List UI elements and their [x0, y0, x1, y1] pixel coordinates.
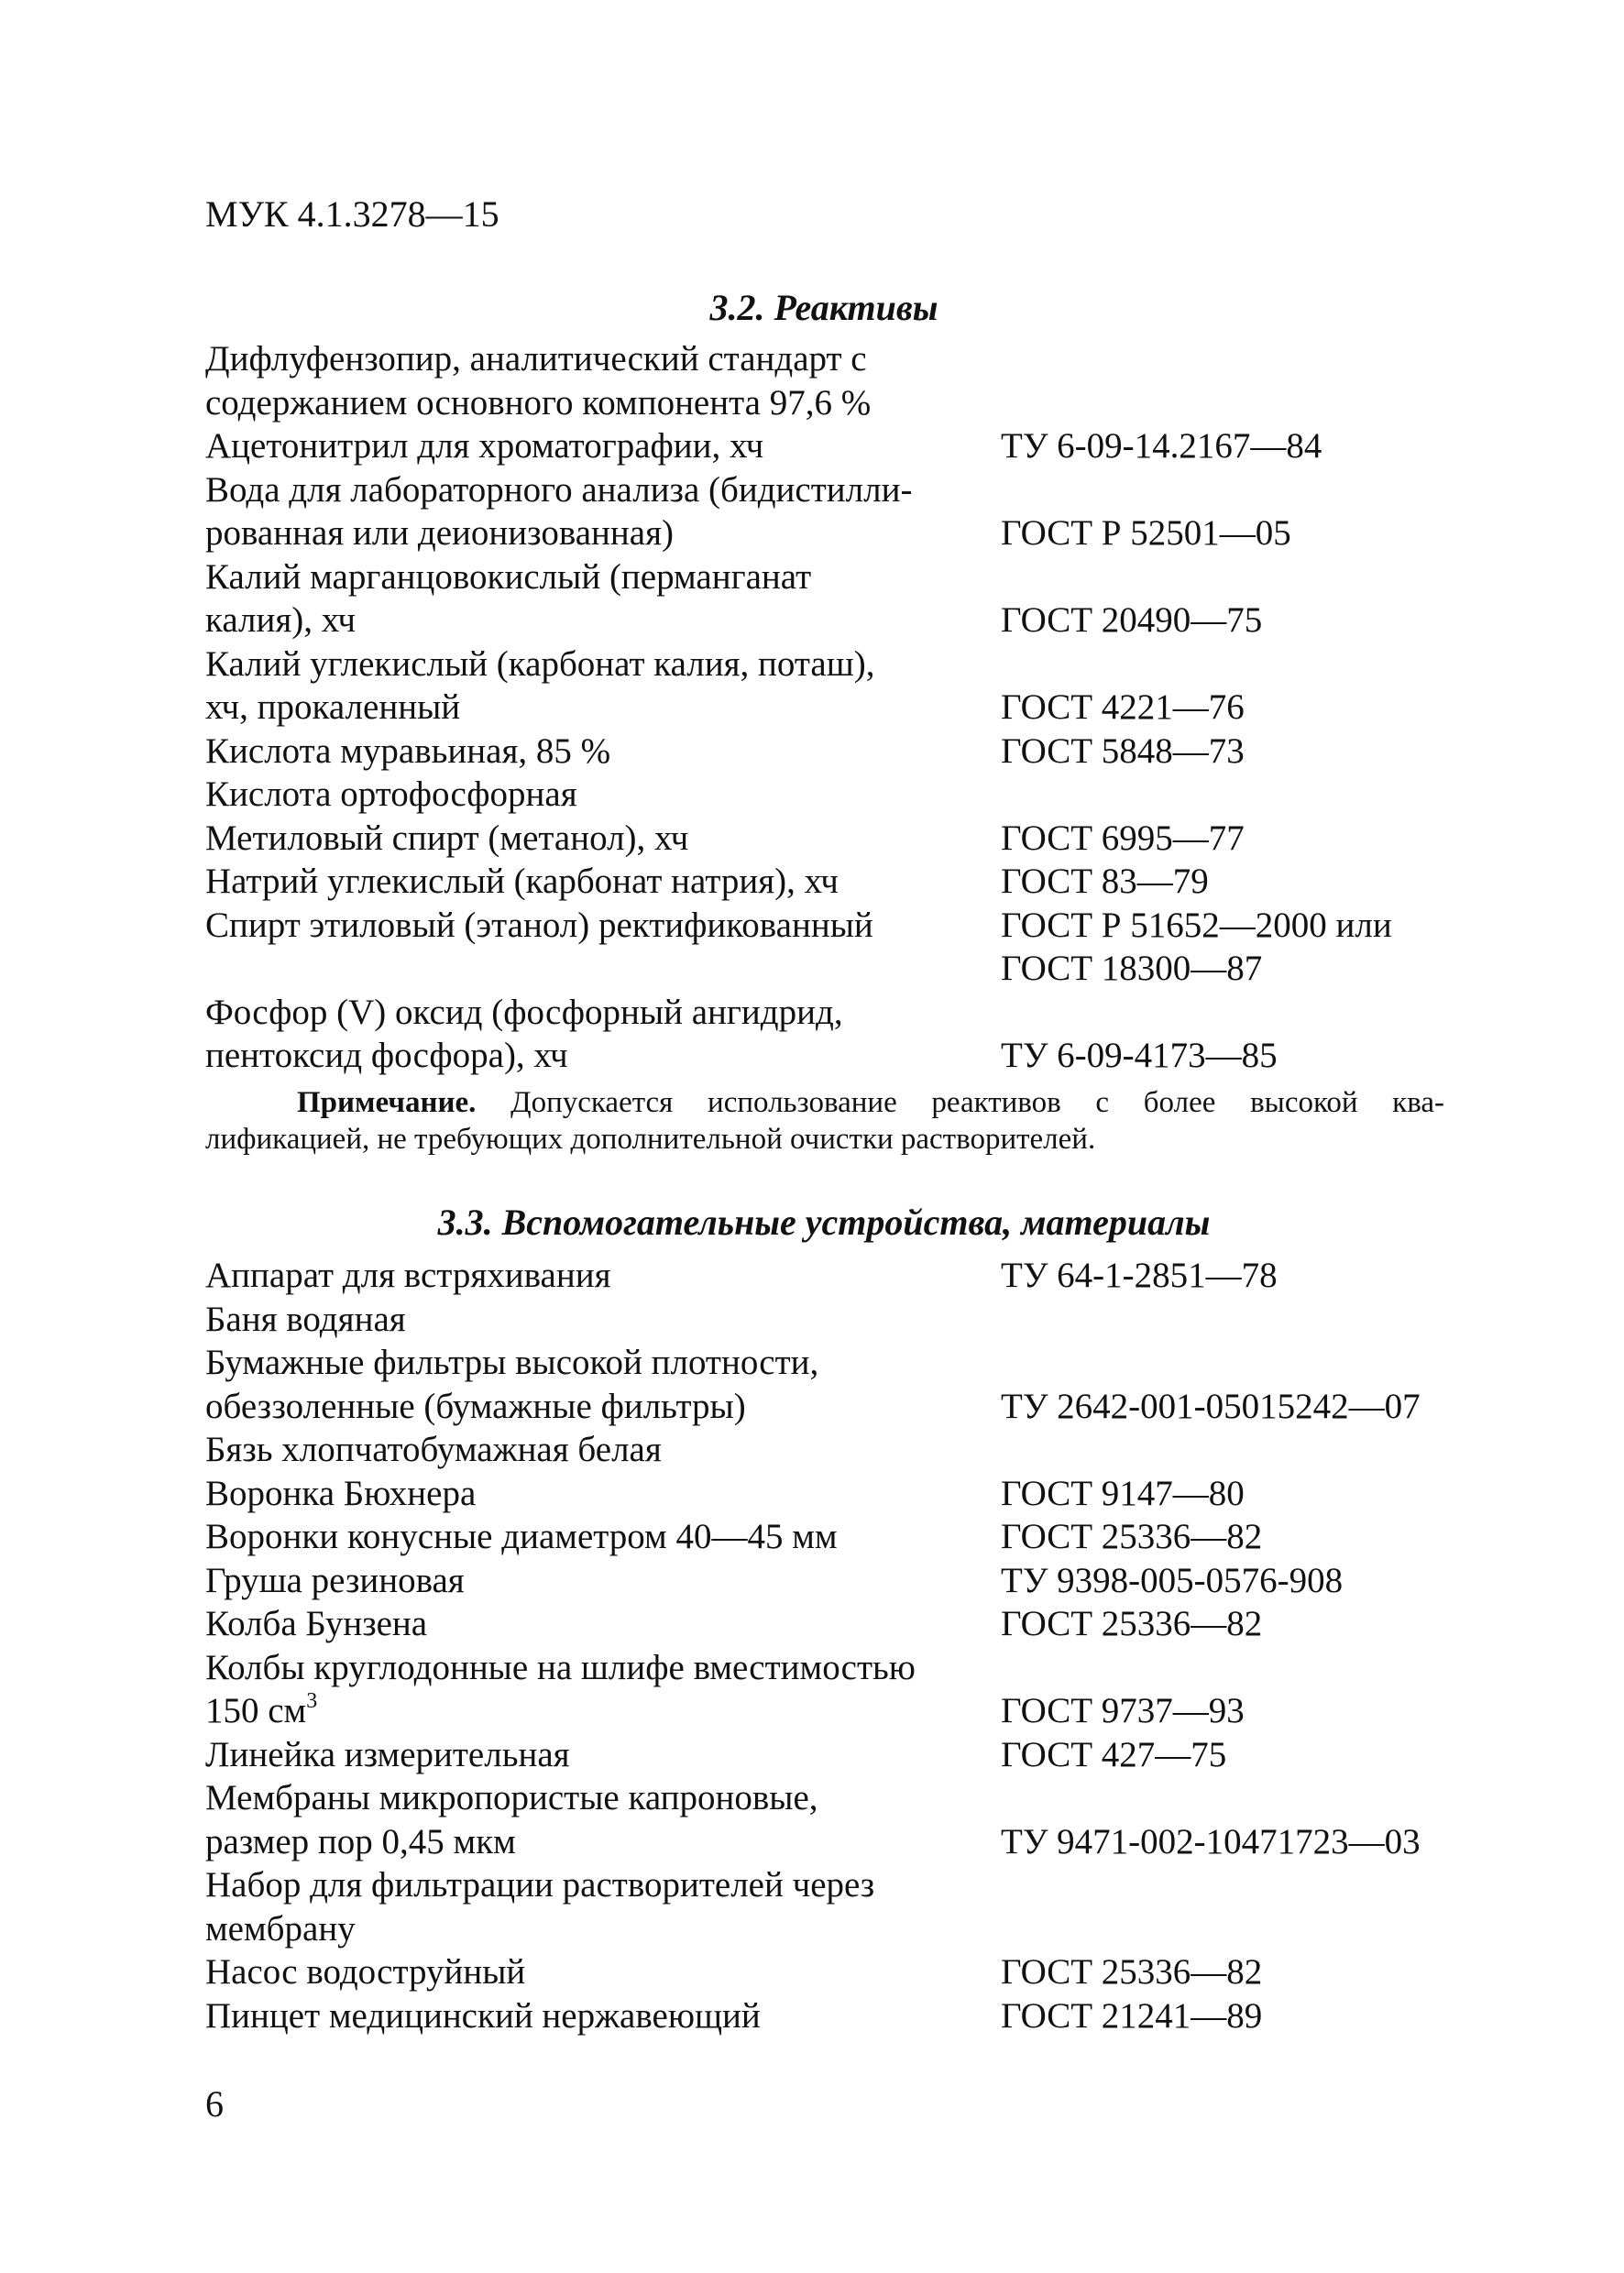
- reagent-row: [205, 468, 1452, 512]
- item-standard: ГОСТ 4221—76: [1001, 687, 1245, 727]
- item-standard: ГОСТ 83—79: [1001, 862, 1209, 901]
- item-standard: ГОСТ 9147—80: [1001, 1473, 1245, 1513]
- item-name: [205, 1863, 874, 1907]
- reagent-row: [205, 642, 1452, 686]
- item-name-text: Груша резиновая: [205, 1560, 465, 1600]
- equipment-row: [205, 1733, 1452, 1777]
- item-name-text: размер пор 0,45 мкм: [205, 1821, 516, 1861]
- item-standard: ГОСТ 20490—75: [1001, 600, 1263, 640]
- reagent-row: [205, 381, 1452, 425]
- item-name-text: Кислота ортофосфорная: [205, 774, 577, 814]
- item-name-text: Вода для лабораторного анализа (бидистилли-: [205, 469, 913, 510]
- reagent-row: [205, 817, 1452, 861]
- item-name: [205, 991, 843, 1035]
- item-standard: ТУ 2642-001-05015242—07: [1001, 1386, 1421, 1426]
- item-standard: ГОСТ 5848—73: [1001, 730, 1245, 771]
- item-name: [205, 1950, 525, 1994]
- item-name-text: Фосфор (V) оксид (фосфорный ангидрид,: [205, 992, 843, 1032]
- equipment-row: [205, 1776, 1452, 1820]
- item-name-text: хч, прокаленный: [205, 687, 461, 727]
- reagent-row: [205, 730, 1452, 774]
- reagent-row: [205, 424, 1452, 468]
- note-text-line-2: лификацией, не требующих дополнительной очистки растворителей.: [205, 1123, 1096, 1156]
- item-name-text: Метиловый спирт (метанол), хч: [205, 818, 689, 858]
- item-name-text: Калий марганцовокислый (перманганат: [205, 556, 812, 597]
- item-name-text: Колбы круглодонные на шлифе вместимостью: [205, 1647, 916, 1687]
- item-name-text: рованная или деионизованная): [205, 513, 675, 553]
- equipment-row: [205, 1907, 1452, 1951]
- item-name-text: Аппарат для встряхивания: [205, 1256, 611, 1295]
- item-name-text: Бумажные фильтры высокой плотности,: [205, 1343, 819, 1382]
- item-name-text: обеззоленные (бумажные фильтры): [205, 1386, 746, 1426]
- item-standard: ТУ 6-09-4173—85: [1001, 1036, 1278, 1075]
- equipment-row: [205, 1602, 1452, 1646]
- document-code-header: МУК 4.1.3278—15: [205, 193, 499, 235]
- item-name: [205, 1559, 465, 1603]
- equipment-row: [205, 1559, 1452, 1603]
- reagent-row: [205, 947, 1452, 991]
- equipment-row: [205, 1515, 1452, 1559]
- section-title-reagents: 3.2. Реактивы: [709, 287, 938, 328]
- item-standard: ТУ 64-1-2851—78: [1001, 1256, 1278, 1295]
- equipment-row: [205, 1950, 1452, 1994]
- equipment-row: [205, 1298, 1452, 1342]
- item-name-text: Дифлуфензопир, аналитический стандарт с: [205, 339, 867, 379]
- item-name: [205, 1602, 427, 1646]
- reagent-row: [205, 337, 1452, 381]
- item-name-text: Спирт этиловый (этанол) ректификованный: [205, 905, 873, 945]
- reagents-note: [205, 1084, 1444, 1158]
- unit-superscript: 3: [306, 1689, 318, 1713]
- item-name: [205, 424, 763, 468]
- item-name: [205, 773, 577, 817]
- item-name: [205, 1298, 406, 1342]
- item-standard: ГОСТ 21241—89: [1001, 1995, 1263, 2036]
- item-standard: ГОСТ 25336—82: [1001, 1517, 1263, 1556]
- item-standard: ГОСТ 18300—87: [1001, 949, 1263, 988]
- reagent-row: [205, 1034, 1452, 1078]
- item-name: [205, 860, 839, 904]
- item-name-text: пентоксид фосфора), хч: [205, 1036, 568, 1075]
- item-name: [205, 337, 867, 381]
- equipment-row: [205, 1385, 1452, 1429]
- item-standard: ГОСТ 6995—77: [1001, 818, 1245, 858]
- item-standard: ТУ 6-09-14.2167—84: [1001, 426, 1322, 466]
- reagent-row: [205, 598, 1452, 642]
- item-name: [205, 1034, 568, 1078]
- note-text-line-1: Допускается использование реактивов с более высокой ква-: [476, 1086, 1444, 1119]
- item-standard: ГОСТ 9737—93: [1001, 1691, 1245, 1730]
- item-name: [205, 1515, 838, 1559]
- item-name: [205, 1472, 476, 1516]
- item-standard: ГОСТ Р 51652—2000 или: [1001, 905, 1392, 945]
- item-name-text: 150 см: [205, 1691, 307, 1730]
- item-name: [205, 1385, 746, 1429]
- item-name-text: Колба Бунзена: [205, 1604, 428, 1643]
- reagent-row: [205, 555, 1452, 599]
- item-name: [205, 1254, 611, 1298]
- item-name-text: мембрану: [205, 1908, 356, 1949]
- item-name-text: Мембраны микропористые капроновые,: [205, 1778, 818, 1817]
- item-name-text: содержанием основного компонента 97,6 %: [205, 382, 872, 423]
- item-name: [205, 1776, 818, 1820]
- item-name: [205, 1820, 516, 1864]
- equipment-row: [205, 1994, 1452, 2038]
- item-name: [205, 1341, 818, 1385]
- item-name-text: Набор для фильтрации растворителей через: [205, 1865, 875, 1905]
- item-name: [205, 511, 674, 555]
- equipment-list: [205, 1254, 1452, 2037]
- reagent-row: [205, 991, 1452, 1035]
- item-name: [205, 642, 875, 686]
- item-name: [205, 598, 356, 642]
- item-name: [205, 1907, 356, 1951]
- item-standard: ГОСТ 25336—82: [1001, 1952, 1263, 1992]
- item-name: [205, 555, 811, 599]
- item-name: [205, 1689, 317, 1733]
- item-name-text: Ацетонитрил для хроматографии, хч: [205, 426, 764, 466]
- item-name: [205, 381, 871, 425]
- item-name-text: Насос водоструйный: [205, 1952, 526, 1992]
- reagent-row: [205, 511, 1452, 555]
- item-standard: ТУ 9398-005-0576-908: [1001, 1560, 1344, 1600]
- item-standard: ТУ 9471-002-10471723—03: [1001, 1821, 1421, 1861]
- note-label: Примечание.: [297, 1086, 477, 1119]
- item-name-text: Воронка Бюхнера: [205, 1473, 477, 1513]
- item-name: [205, 686, 460, 730]
- reagent-row: [205, 860, 1452, 904]
- equipment-row: [205, 1689, 1452, 1733]
- item-name: [205, 1733, 570, 1777]
- equipment-row: [205, 1254, 1452, 1298]
- item-standard: ГОСТ 427—75: [1001, 1734, 1227, 1774]
- item-name-text: Воронки конусные диаметром 40—45 мм: [205, 1517, 838, 1556]
- item-name-text: Баня водяная: [205, 1299, 406, 1339]
- item-name-text: Линейка измерительная: [205, 1734, 570, 1774]
- item-name: [205, 1994, 761, 2038]
- equipment-row: [205, 1428, 1452, 1472]
- item-name-text: Натрий углекислый (карбонат натрия), хч: [205, 862, 839, 901]
- page-number: 6: [205, 2083, 224, 2125]
- equipment-row: [205, 1646, 1452, 1690]
- equipment-row: [205, 1820, 1452, 1864]
- item-name: [205, 1428, 662, 1472]
- item-name: [205, 904, 873, 948]
- reagent-row: [205, 686, 1452, 730]
- reagents-list: [205, 337, 1452, 1078]
- item-name: [205, 1646, 916, 1690]
- note-line-1: [205, 1084, 1444, 1121]
- item-name-text: калия), хч: [205, 600, 356, 640]
- item-name: [205, 817, 688, 861]
- item-standard: ГОСТ Р 52501—05: [1001, 513, 1291, 553]
- item-name-text: Кислота муравьиная, 85 %: [205, 730, 611, 771]
- section-title-equipment: 3.3. Вспомогательные устройства, материалы: [437, 1202, 1211, 1243]
- item-name: [205, 730, 610, 774]
- equipment-row: [205, 1472, 1452, 1516]
- reagent-row: [205, 773, 1452, 817]
- reagent-row: [205, 904, 1452, 948]
- item-name: [205, 468, 912, 512]
- equipment-row: [205, 1863, 1452, 1907]
- item-name-text: Пинцет медицинский нержавеющий: [205, 1995, 761, 2036]
- item-standard: ГОСТ 25336—82: [1001, 1604, 1263, 1643]
- item-name-text: Калий углекислый (карбонат калия, поташ),: [205, 643, 875, 684]
- equipment-row: [205, 1341, 1452, 1385]
- item-name-text: Бязь хлопчатобумажная белая: [205, 1430, 662, 1469]
